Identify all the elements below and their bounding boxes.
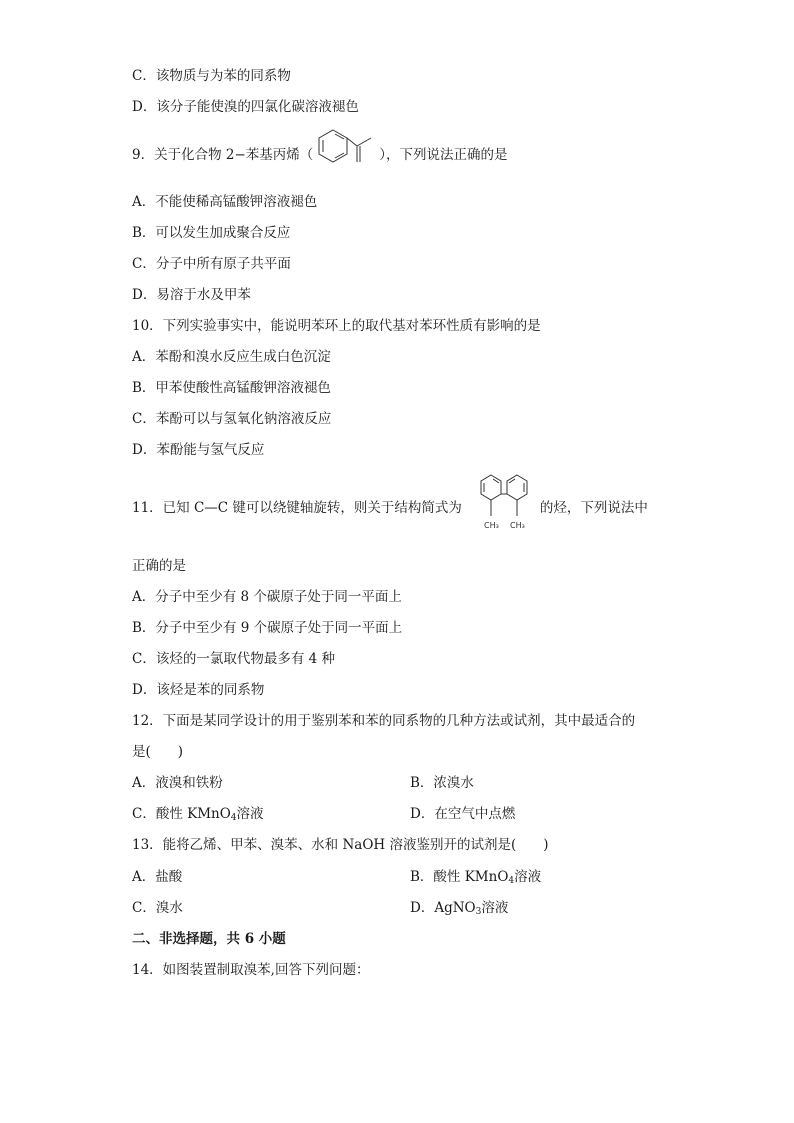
q13-option-c: C．溴水 — [132, 900, 183, 916]
q9-stem-before: 9．关于化合物 2−苯基丙烯（ — [132, 147, 314, 163]
q8-option-d: D．该分子能使溴的四氯化碳溶液褪色 — [132, 99, 359, 115]
q12-stem-cont: 是( ) — [132, 744, 184, 760]
q9-option-a: A．不能使稀高锰酸钾溶液褪色 — [132, 194, 318, 210]
q9-option-b: B．可以发生加成聚合反应 — [132, 225, 291, 241]
q11-option-d: D．该烃是苯的同系物 — [132, 682, 265, 698]
q10-option-a: A．苯酚和溴水反应生成白色沉淀 — [132, 349, 331, 365]
q9-option-c: C．分子中所有原子共平面 — [132, 256, 291, 272]
q13-option-b — [410, 867, 541, 887]
q12-option-c-sub: 4 — [230, 813, 237, 823]
q12-option-b: B．浓溴水 — [410, 775, 474, 791]
q13-option-a: A．盐酸 — [132, 869, 183, 885]
q11-stem — [132, 498, 648, 518]
q9-option-d: D．易溶于水及甲苯 — [132, 287, 251, 303]
q11-stem-cont: 正确的是 — [132, 558, 186, 574]
q11-option-c: C．该烃的一氯取代物最多有 4 种 — [132, 651, 336, 667]
q11-label-ch3-right: CH₃ — [510, 521, 525, 530]
dimethylbiphenyl-structure-icon — [470, 470, 540, 540]
q11-stem-before: 11．已知 C—C 键可以绕键轴旋转，则关于结构简式为 — [132, 500, 462, 516]
q12-stem: 12．下面是某同学设计的用于鉴别苯和苯的同系物的几种方法或试剂，其中最适合的 — [132, 713, 636, 729]
q13-option-b-sub: 4 — [508, 876, 515, 886]
q9-stem-after: ），下列说法正确的是 — [379, 147, 508, 163]
q13-option-d-text: D．AgNO — [410, 900, 476, 916]
q11-option-b: B．分子中至少有 9 个碳原子处于同一平面上 — [132, 620, 403, 636]
q10-option-c: C．苯酚可以与氢氧化钠溶液反应 — [132, 411, 332, 427]
q13-option-d-tail: 溶液 — [481, 900, 509, 916]
q12-option-a: A．液溴和铁粉 — [132, 775, 223, 791]
q12-option-d: D．在空气中点燃 — [410, 806, 516, 822]
q13-option-d-sub: 3 — [475, 907, 482, 917]
q10-option-b: B．甲苯使酸性高锰酸钾溶液褪色 — [132, 380, 331, 396]
q13-option-d — [410, 898, 508, 918]
section-heading: 二、非选择题，共 6 小题 — [132, 931, 286, 947]
q8-option-c: C．该物质与为苯的同系物 — [132, 68, 291, 84]
q14-stem: 14．如图装置制取溴苯,回答下列问题： — [132, 962, 370, 978]
q12-option-c-tail: 溶液 — [236, 806, 264, 822]
q11-label-ch3-left: CH₃ — [484, 521, 499, 530]
q12-option-c-text: C．酸性 KMnO — [132, 806, 231, 822]
q10-stem: 10．下列实验事实中，能说明苯环上的取代基对苯环性质有影响的是 — [132, 318, 541, 334]
q11-stem-after: 的烃，下列说法中 — [539, 500, 648, 516]
q13-option-b-tail: 溶液 — [514, 869, 542, 885]
q13-stem: 13．能将乙烯、甲苯、溴苯、水和 NaOH 溶液鉴别开的试剂是( ) — [132, 837, 549, 853]
q12-option-c — [132, 804, 264, 824]
q11-option-a: A．分子中至少有 8 个碳原子处于同一平面上 — [132, 589, 402, 605]
2-phenylpropene-structure-icon — [310, 125, 390, 175]
q13-option-b-text: B．酸性 KMnO — [410, 869, 509, 885]
q10-option-d: D．苯酚能与氢气反应 — [132, 442, 265, 458]
